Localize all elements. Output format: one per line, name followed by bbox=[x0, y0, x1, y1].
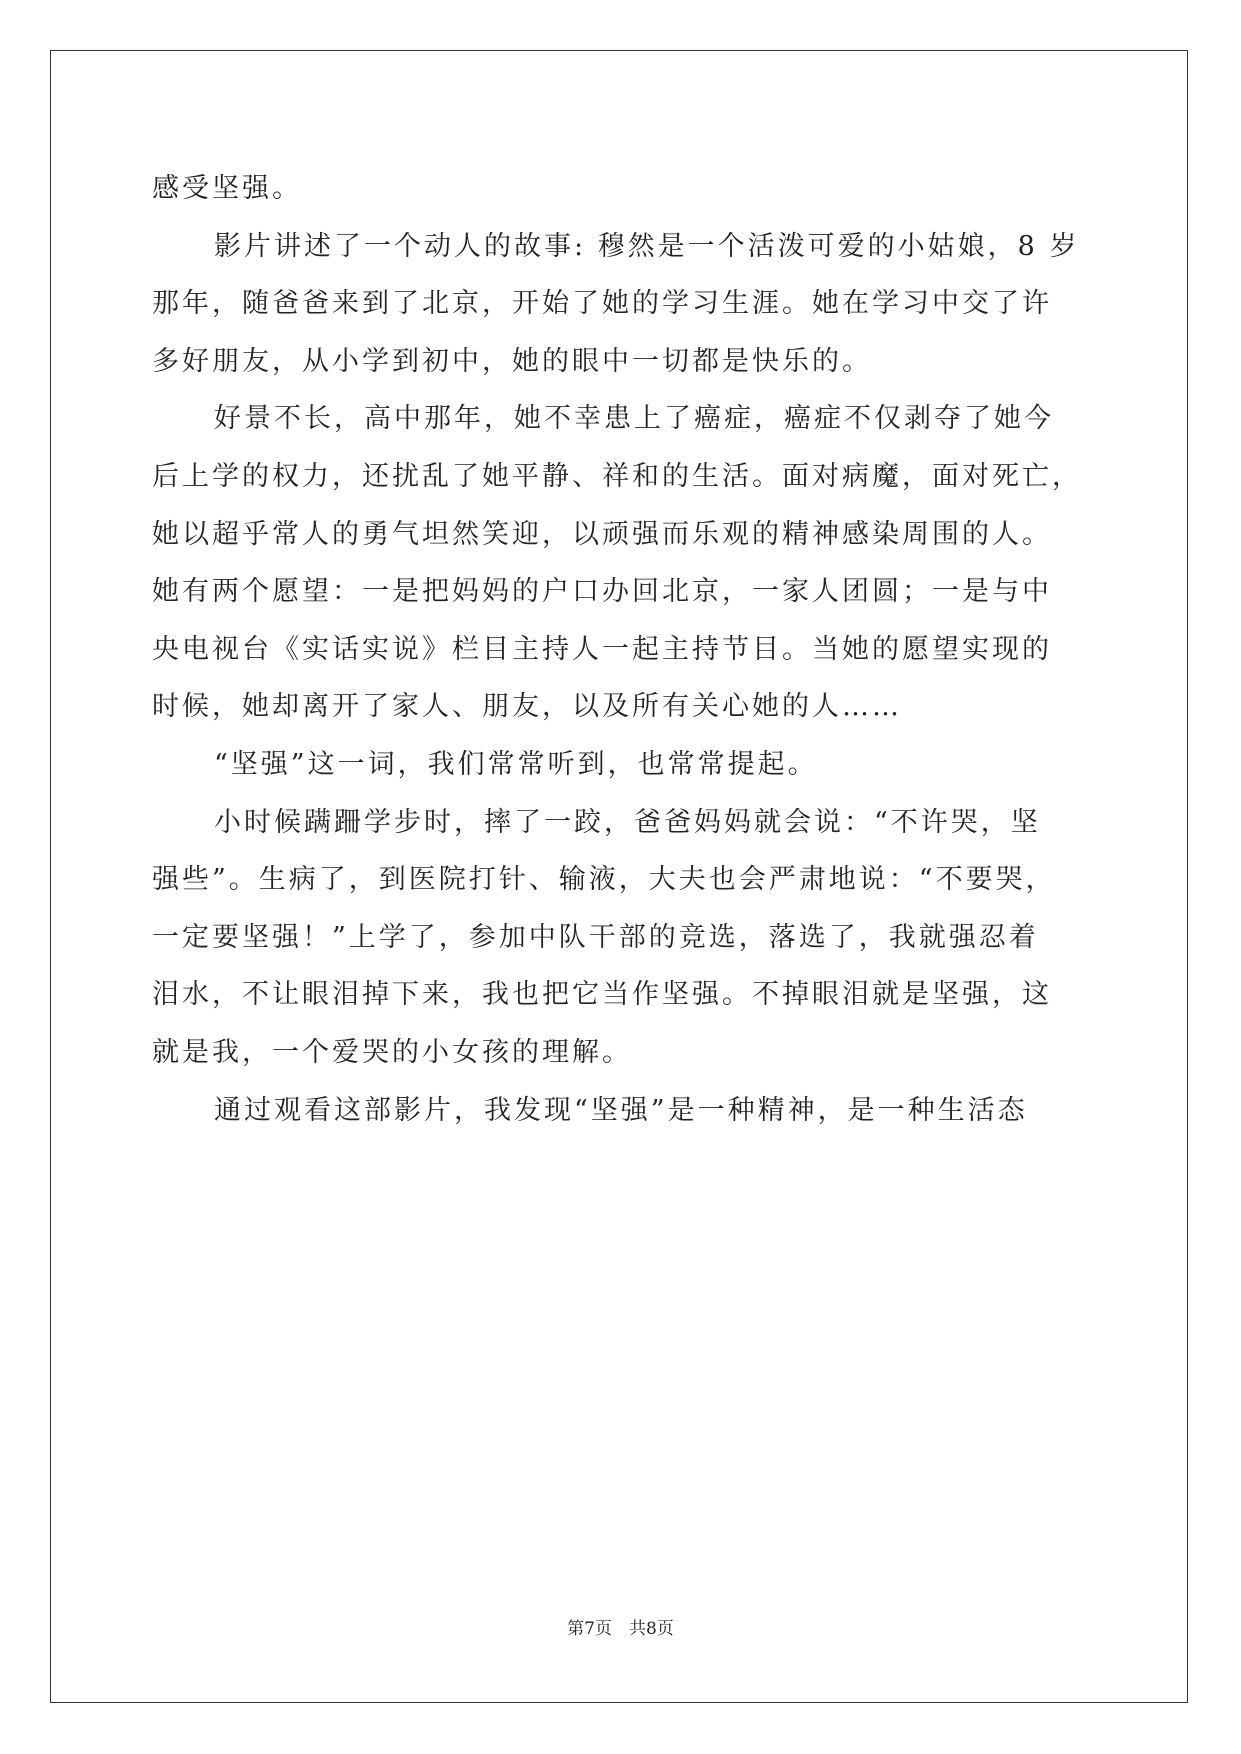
paragraph-first-line: “坚强”这一词，我们常常听到，也常常提起。 bbox=[214, 748, 818, 780]
document-body bbox=[152, 160, 1092, 1139]
paragraph-first-line: 通过观看这部影片，我发现“坚强”是一种精神，是一种生活态 bbox=[214, 1094, 1028, 1126]
text-line: 她有两个愿望：一是把妈妈的户口办回北京，一家人团圆；一是与中 bbox=[152, 576, 1052, 608]
paragraph-first-line: 影片讲述了一个动人的故事: 穆然是一个活泼可爱的小姑娘，8 岁 bbox=[214, 230, 1080, 262]
text-line: 时候，她却离开了家人、朋友，以及所有关心她的人…… bbox=[152, 691, 902, 723]
text-line: 感受坚强。 bbox=[152, 173, 302, 204]
text-line: 泪水，不让眼泪掉下来，我也把它当作坚强。不掉眼泪就是坚强，这 bbox=[152, 979, 1052, 1011]
paragraph-first-line: 小时候蹒跚学步时，摔了一跤，爸爸妈妈就会说：“不许哭，坚 bbox=[214, 806, 1041, 838]
text-line: 后上学的权力，还扰乱了她平静、祥和的生活。面对病魔，面对死亡， bbox=[152, 460, 1082, 492]
text-line: 那年，随爸爸来到了北京，开始了她的学习生涯。她在学习中交了许 bbox=[152, 288, 1052, 320]
text-line: 就是我，一个爱哭的小女孩的理解。 bbox=[152, 1036, 632, 1068]
text-line: 多好朋友，从小学到初中，她的眼中一切都是快乐的。 bbox=[152, 345, 872, 377]
text-line: 一定要坚强！”上学了，参加中队干部的竞选，落选了，我就强忍着 bbox=[152, 921, 1039, 953]
paragraph-first-line: 好景不长，高中那年，她不幸患上了癌症，癌症不仅剥夺了她今 bbox=[214, 403, 1054, 435]
text-line: 央电视台《实话实说》栏目主持人一起主持节目。当她的愿望实现的 bbox=[152, 633, 1052, 665]
text-line: 强些”。生病了，到医院打针、输液，大夫也会严肃地说：“不要哭， bbox=[152, 864, 1056, 896]
page-number-footer: 第7页 共8页 bbox=[567, 1619, 674, 1639]
text-line: 她以超乎常人的勇气坦然笑迎，以顽强而乐观的精神感染周围的人。 bbox=[152, 518, 1052, 550]
